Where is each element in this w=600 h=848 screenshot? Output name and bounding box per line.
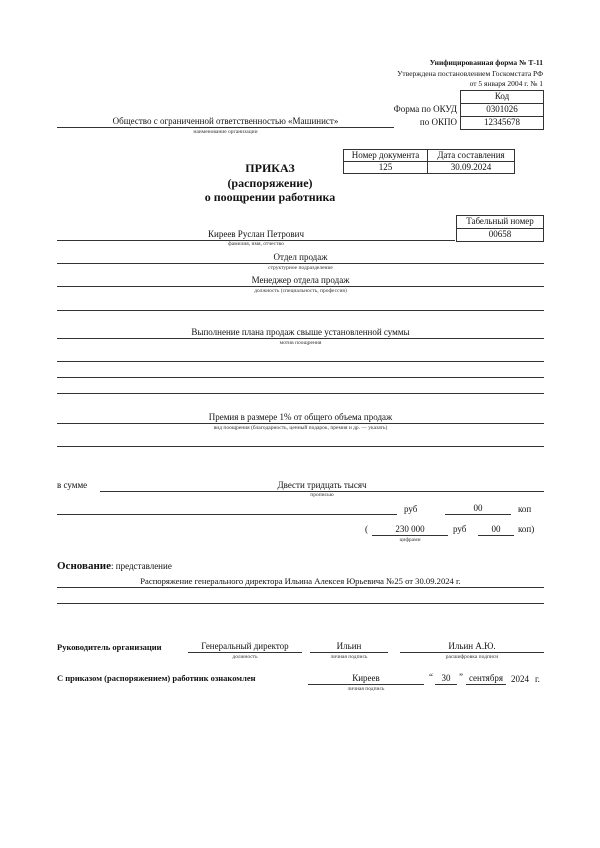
motive-caption: мотив поощрения <box>279 340 322 346</box>
blank-line <box>57 393 544 394</box>
basis-text: Распоряжение генерального директора Ильина Алексея Юрьевича №25 от 30.09.2024 г. <box>57 576 544 588</box>
blank-line <box>57 310 544 311</box>
employee-position: Менеджер отдела продаж <box>57 275 544 287</box>
position-caption: должность (специальность, профессия) <box>254 288 347 294</box>
manager-signature: Ильин <box>310 641 388 653</box>
motive-text: Выполнение плана продаж свыше установленной суммы <box>57 327 544 339</box>
acquaint-year: 2024 <box>511 674 529 684</box>
close-kop-label: коп) <box>518 524 535 534</box>
manager-signature-caption: личная подпись <box>330 654 368 660</box>
doc-number-header: Номер документа <box>343 149 428 162</box>
form-title: Унифицированная форма № Т-11 <box>429 58 543 67</box>
acquaint-year-suffix: г. <box>535 674 540 684</box>
reward-text: Премия в размере 1% от общего объема продаж <box>57 412 544 424</box>
code-header-cell: Код <box>460 90 544 104</box>
basis-colon-text: : представление <box>111 561 172 571</box>
kop-label: коп <box>518 504 532 514</box>
doc-title-1: ПРИКАЗ <box>245 161 295 175</box>
amount-words: Двести тридцать тысяч <box>100 480 544 492</box>
basis-label: Основание <box>57 560 112 572</box>
okud-value-cell: 0301026 <box>460 103 544 117</box>
digits-rub-label: руб <box>453 524 467 534</box>
amount-label: в сумме <box>57 480 88 490</box>
manager-label: Руководитель организации <box>57 642 162 652</box>
date-quote-open: “ <box>429 672 433 682</box>
manager-position: Генеральный директор <box>188 641 302 653</box>
amount-words-caption: прописью <box>310 492 334 498</box>
amount-digits-kop: 00 <box>478 524 514 536</box>
open-paren: ( <box>365 524 368 534</box>
blank-line <box>57 446 544 447</box>
blank-line <box>57 377 544 378</box>
manager-decoding-caption: расшифровка подписи <box>445 654 499 660</box>
basis-heading <box>57 560 172 572</box>
okpo-label: по ОКПО <box>419 117 457 127</box>
digits-caption: цифрами <box>399 537 421 543</box>
manager-decoding: Ильин А.Ю. <box>400 641 544 653</box>
doc-number-value: 125 <box>343 161 428 174</box>
amount-digits: 230 000 <box>372 524 448 536</box>
okud-label: Форма по ОКУД <box>393 104 457 114</box>
blank-line <box>57 603 544 604</box>
reward-caption: вид поощрения (благодарность, ценный подарок, премия и др. — указать) <box>213 425 388 431</box>
doc-title-2: (распоряжение) <box>227 176 313 190</box>
blank-line <box>57 361 544 362</box>
doc-date-header: Дата составления <box>427 149 515 162</box>
tab-number-value: 00658 <box>456 228 544 242</box>
organization-caption: наименование организации <box>193 129 258 135</box>
tab-number-header: Табельный номер <box>456 215 544 229</box>
acquaint-day: 30 <box>435 673 457 685</box>
acquaint-signature-caption: личная подпись <box>347 686 385 692</box>
amount-words-continuation <box>57 514 397 515</box>
doc-title-3: о поощрении работника <box>204 190 336 204</box>
employee-name: Киреев Руслан Петрович <box>57 229 455 241</box>
employee-department: Отдел продаж <box>57 252 544 264</box>
rub-label: руб <box>404 504 418 514</box>
acquaint-label: С приказом (распоряжением) работник ознакомлен <box>57 673 256 683</box>
okpo-value-cell: 12345678 <box>460 116 544 130</box>
manager-position-caption: должность <box>232 654 258 660</box>
date-quote-close: ” <box>459 672 463 682</box>
doc-date-value: 30.09.2024 <box>427 161 515 174</box>
kop-value: 00 <box>445 503 511 515</box>
approved-line-1: Утверждена постановлением Госкомстата РФ <box>397 69 543 78</box>
department-caption: структурное подразделение <box>268 265 333 271</box>
employee-name-caption: фамилия, имя, отчество <box>228 241 284 247</box>
acquaint-signature: Киреев <box>308 673 424 685</box>
organization-name: Общество с ограниченной ответственностью «Машинист» <box>57 116 394 128</box>
approved-line-2: от 5 января 2004 г. № 1 <box>469 79 543 88</box>
acquaint-month: сентября <box>466 673 506 685</box>
